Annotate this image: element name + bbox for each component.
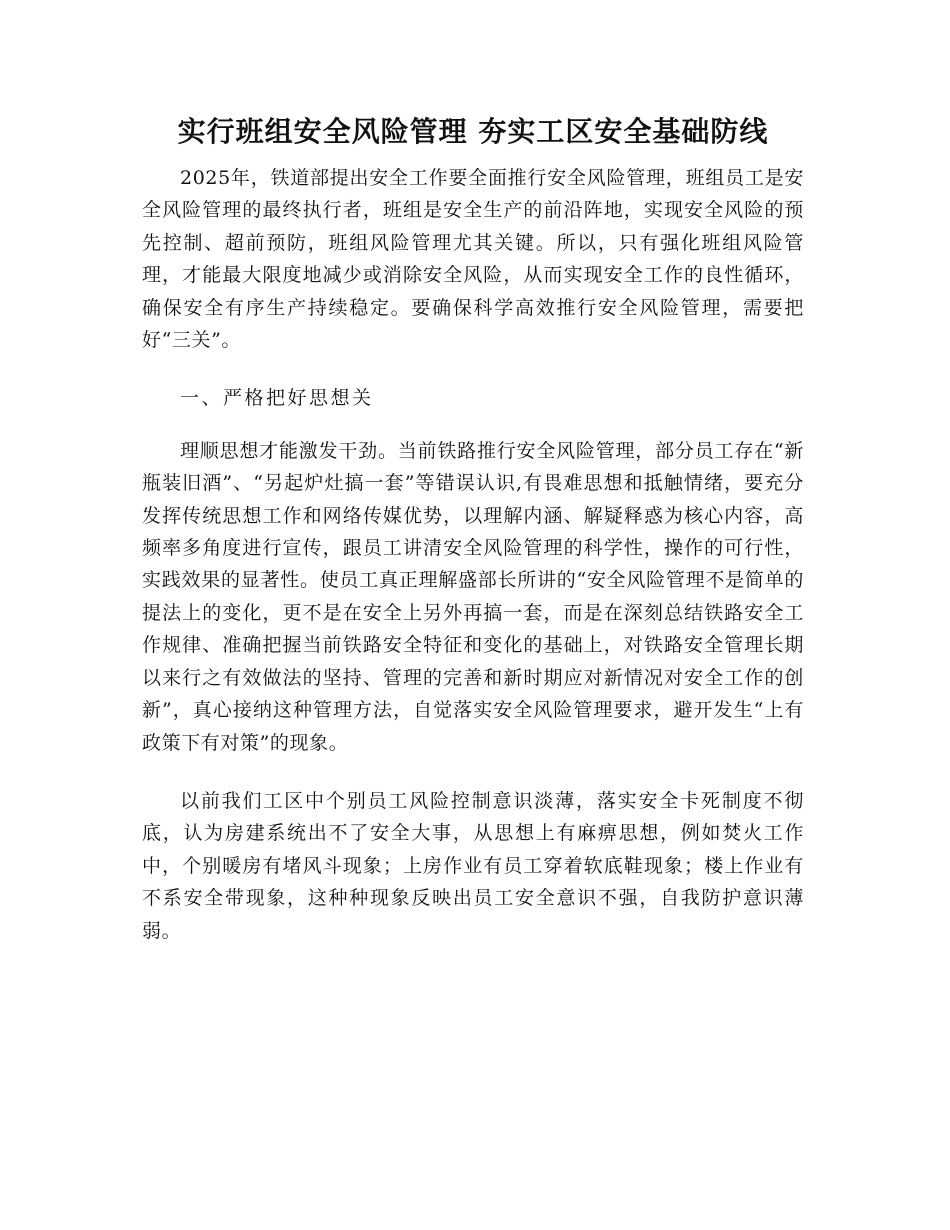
document-page — [142, 108, 804, 947]
paragraph-intro: 2025年，铁道部提出安全工作要全面推行安全风险管理，班组员工是安全风险管理的最终执行者，班组是安全生产的前沿阵地，实现安全风险的预先控制、超前预防，班组风险管理尤其关键。所以，只有强化班组风险管理，才能最大限度地减少或消除安全风险，从而实现安全工作的良性循环，确保安全有序生产持续稳定。要确保科学高效推行安全风险管理，需要把好“三关”。 — [142, 167, 804, 352]
section-heading-1: 一、严格把好思想关 — [180, 387, 374, 410]
paragraph-examples: 以前我们工区中个别员工风险控制意识淡薄，落实安全卡死制度不彻底，认为房建系统出不了安全大事，从思想上有麻痹思想，例如焚火工作中，个别暖房有堵风斗现象；上房作业有员工穿着软底鞋现象；楼上作业有不系安全带现象，这种种现象反映出员工安全意识不强，自我防护意识薄弱。 — [142, 789, 804, 942]
paragraph-thinking: 理顺思想才能激发干劲。当前铁路推行安全风险管理，部分员工存在“新瓶装旧酒”、“另起炉灶搞一套”等错误认识,有畏难思想和抵触情绪，要充分发挥传统思想工作和网络传媒优势，以理解内涵、解疑释惑为核心内容，高频率多角度进行宣传，跟员工讲清安全风险管理的科学性，操作的可行性，实践效果的显著性。使员工真正理解盛部长所讲的“安全风险管理不是简单的提法上的变化，更不是在安全上另外再搞一套，而是在深刻总结铁路安全工作规律、准确把握当前铁路安全特征和变化的基础上，对铁路安全管理长期以来行之有效做法的坚持、管理的完善和新时期应对新情况对安全工作的创新”，真心接纳这种管理方法，自觉落实安全风险管理要求，避开发生“上有政策下有对策”的现象。 — [142, 439, 804, 754]
document-title: 实行班组安全风险管理 夯实工区安全基础防线 — [177, 115, 769, 148]
